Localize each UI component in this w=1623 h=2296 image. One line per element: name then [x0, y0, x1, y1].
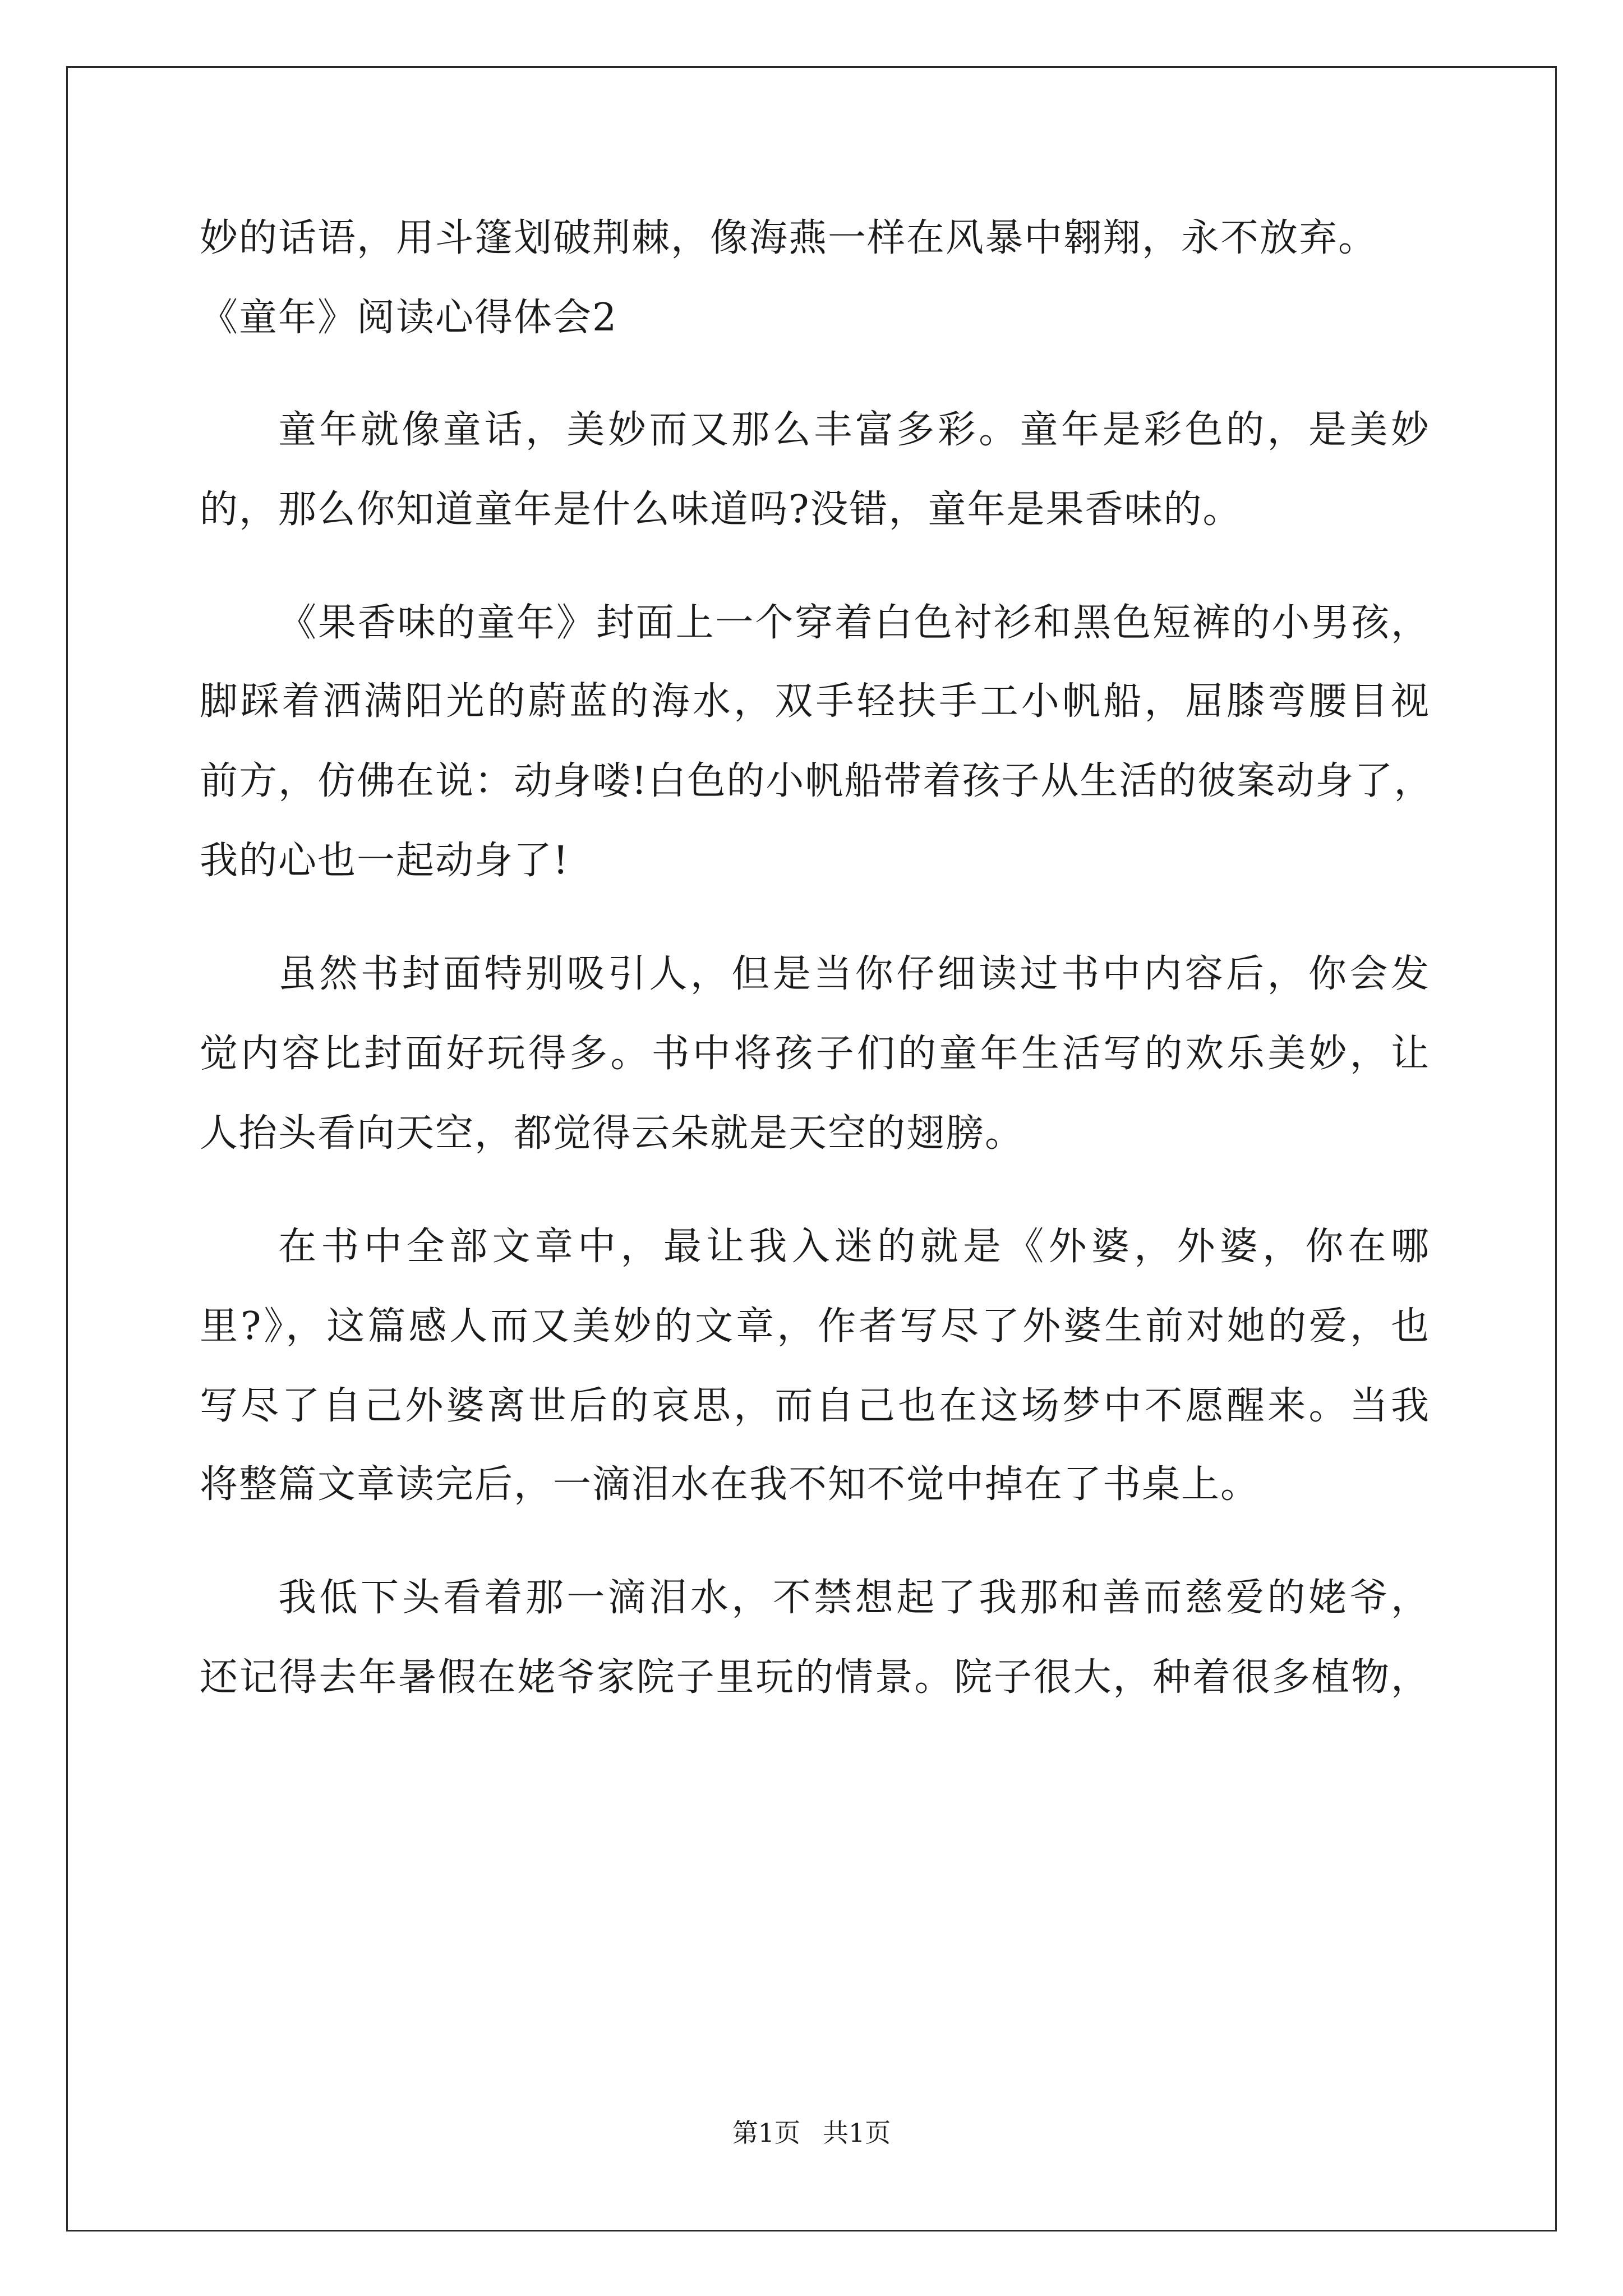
page-footer — [0, 2116, 1623, 2150]
text-line: 虽然书封面特别吸引人，但是当你仔细读过书中内容后，你会发 — [278, 952, 1430, 996]
text-line: 妙的话语，用斗篷划破荆棘，像海燕一样在风暴中翱翔，永不放弃。 — [200, 216, 1378, 260]
text-line: 觉内容比封面好玩得多。书中将孩子们的童年生活写的欢乐美妙，让 — [200, 1032, 1430, 1076]
text-line: 的，那么你知道童年是什么味道吗?没错，童年是果香味的。 — [200, 487, 1242, 532]
page-total: 共1页 — [823, 2118, 891, 2148]
text-line: 里?》，这篇感人而又美妙的文章，作者写尽了外婆生前对她的爱，也 — [200, 1304, 1430, 1349]
text-line: 在书中全部文章中，最让我入迷的就是《外婆，外婆，你在哪 — [278, 1225, 1430, 1269]
text-line: 将整篇文章读完后，一滴泪水在我不知不觉中掉在了书桌上。 — [200, 1462, 1260, 1507]
text-line: 童年就像童话，美妙而又那么丰富多彩。童年是彩色的，是美妙 — [278, 408, 1430, 452]
text-line: 我的心也一起动身了! — [200, 839, 570, 883]
section-heading: 《童年》阅读心得体会2 — [200, 296, 618, 340]
text-line: 前方，仿佛在说：动身喽!白色的小帆船带着孩子从生活的彼案动身了， — [200, 759, 1433, 803]
text-line: 我低下头看着那一滴泪水，不禁想起了我那和善而慈爱的姥爷， — [278, 1576, 1430, 1620]
text-line: 写尽了自己外婆离世后的哀思，而自己也在这场梦中不愿醒来。当我 — [200, 1384, 1430, 1428]
text-line: 人抬头看向天空，都觉得云朵就是天空的翅膀。 — [200, 1111, 1025, 1156]
page-number: 第1页 — [732, 2118, 800, 2148]
text-line: 《果香味的童年》封面上一个穿着白色衬衫和黑色短裤的小男孩， — [278, 601, 1430, 645]
text-line: 还记得去年暑假在姥爷家院子里玩的情景。院子很大，种着很多植物， — [200, 1655, 1430, 1700]
text-line: 脚踩着洒满阳光的蔚蓝的海水，双手轻扶手工小帆船，屈膝弯腰目视 — [200, 679, 1430, 724]
